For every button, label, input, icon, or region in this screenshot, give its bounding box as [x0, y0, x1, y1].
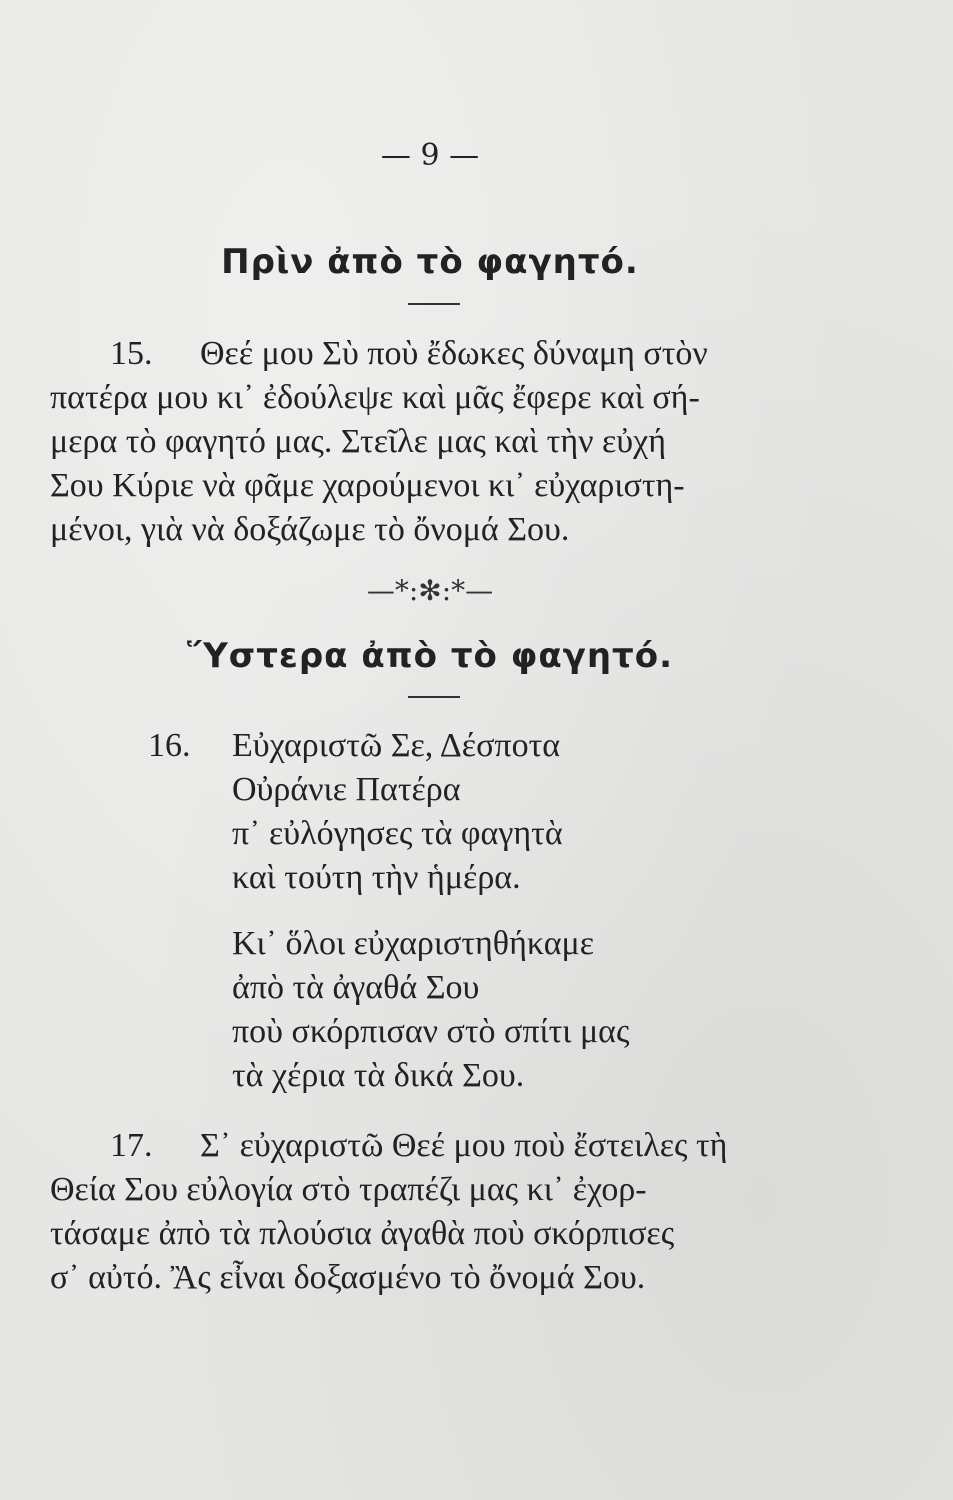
paragraph-line: πατέρα μου κι᾽ ἐδούλεψε καὶ μᾶς ἔφερε καὶ σή- [50, 379, 700, 416]
poem-line: τὰ χέρια τὰ δικά Σου. [232, 1057, 525, 1094]
paragraph-line: Σου Κύριε νὰ φᾶμε χαρούμενοι κι᾽ εὐχαριστη- [50, 467, 685, 504]
poem-line: ἀπὸ τὰ ἀγαθά Σου [232, 969, 480, 1006]
poem-line: Εὐχαριστῶ Σε, Δέσποτα [232, 727, 561, 764]
poem-line: ποὺ σκόρπισαν στὸ σπίτι μας [232, 1013, 630, 1050]
paragraph-number: 17. [110, 1127, 153, 1164]
paragraph-number: 15. [110, 335, 153, 372]
prayer-poem-16 [0, 724, 860, 1104]
section-heading-after-meal: Ὕστερα ἀπὸ τὸ φαγητό. [186, 636, 674, 676]
section-ornament: —*:✻:*— [366, 574, 494, 607]
heading-divider [408, 696, 460, 698]
poem-line: Κι᾽ ὅλοι εὐχαριστηθήκαμε [232, 925, 595, 962]
poem-line: π᾽ εὐλόγησες τὰ φαγητὰ [232, 815, 563, 852]
page-number: — 9 — [380, 138, 480, 173]
prayer-paragraph-15 [0, 332, 860, 552]
paragraph-line: σ᾽ αὐτό. Ἂς εἶναι δοξασμένο τὸ ὄνομά Σου. [50, 1259, 646, 1296]
paragraph-line: Σ᾽ εὐχαριστῶ Θεέ μου ποὺ ἔστειλες τὴ [200, 1127, 728, 1164]
paragraph-line: τάσαμε ἀπὸ τὰ πλούσια ἀγαθὰ ποὺ σκόρπισες [50, 1215, 675, 1252]
heading-divider [408, 303, 460, 305]
poem-line: καὶ τούτη τὴν ἡμέρα. [232, 859, 521, 896]
poem-number: 16. [148, 727, 191, 764]
poem-line: Οὐράνιε Πατέρα [232, 771, 461, 808]
paragraph-line: μερα τὸ φαγητό μας. Στεῖλε μας καὶ τὴν εὐχή [50, 423, 666, 460]
paragraph-line: μένοι, γιὰ νὰ δοξάζωμε τὸ ὄνομά Σου. [50, 511, 570, 548]
paragraph-line: Θεέ μου Σὺ ποὺ ἔδωκες δύναμη στὸν [200, 335, 708, 372]
prayer-paragraph-17 [0, 1124, 860, 1304]
section-heading-before-meal: Πρὶν ἀπὸ τὸ φαγητό. [221, 242, 639, 282]
paragraph-line: Θεία Σου εὐλογία στὸ τραπέζι μας κι᾽ ἐχορ- [50, 1171, 647, 1208]
